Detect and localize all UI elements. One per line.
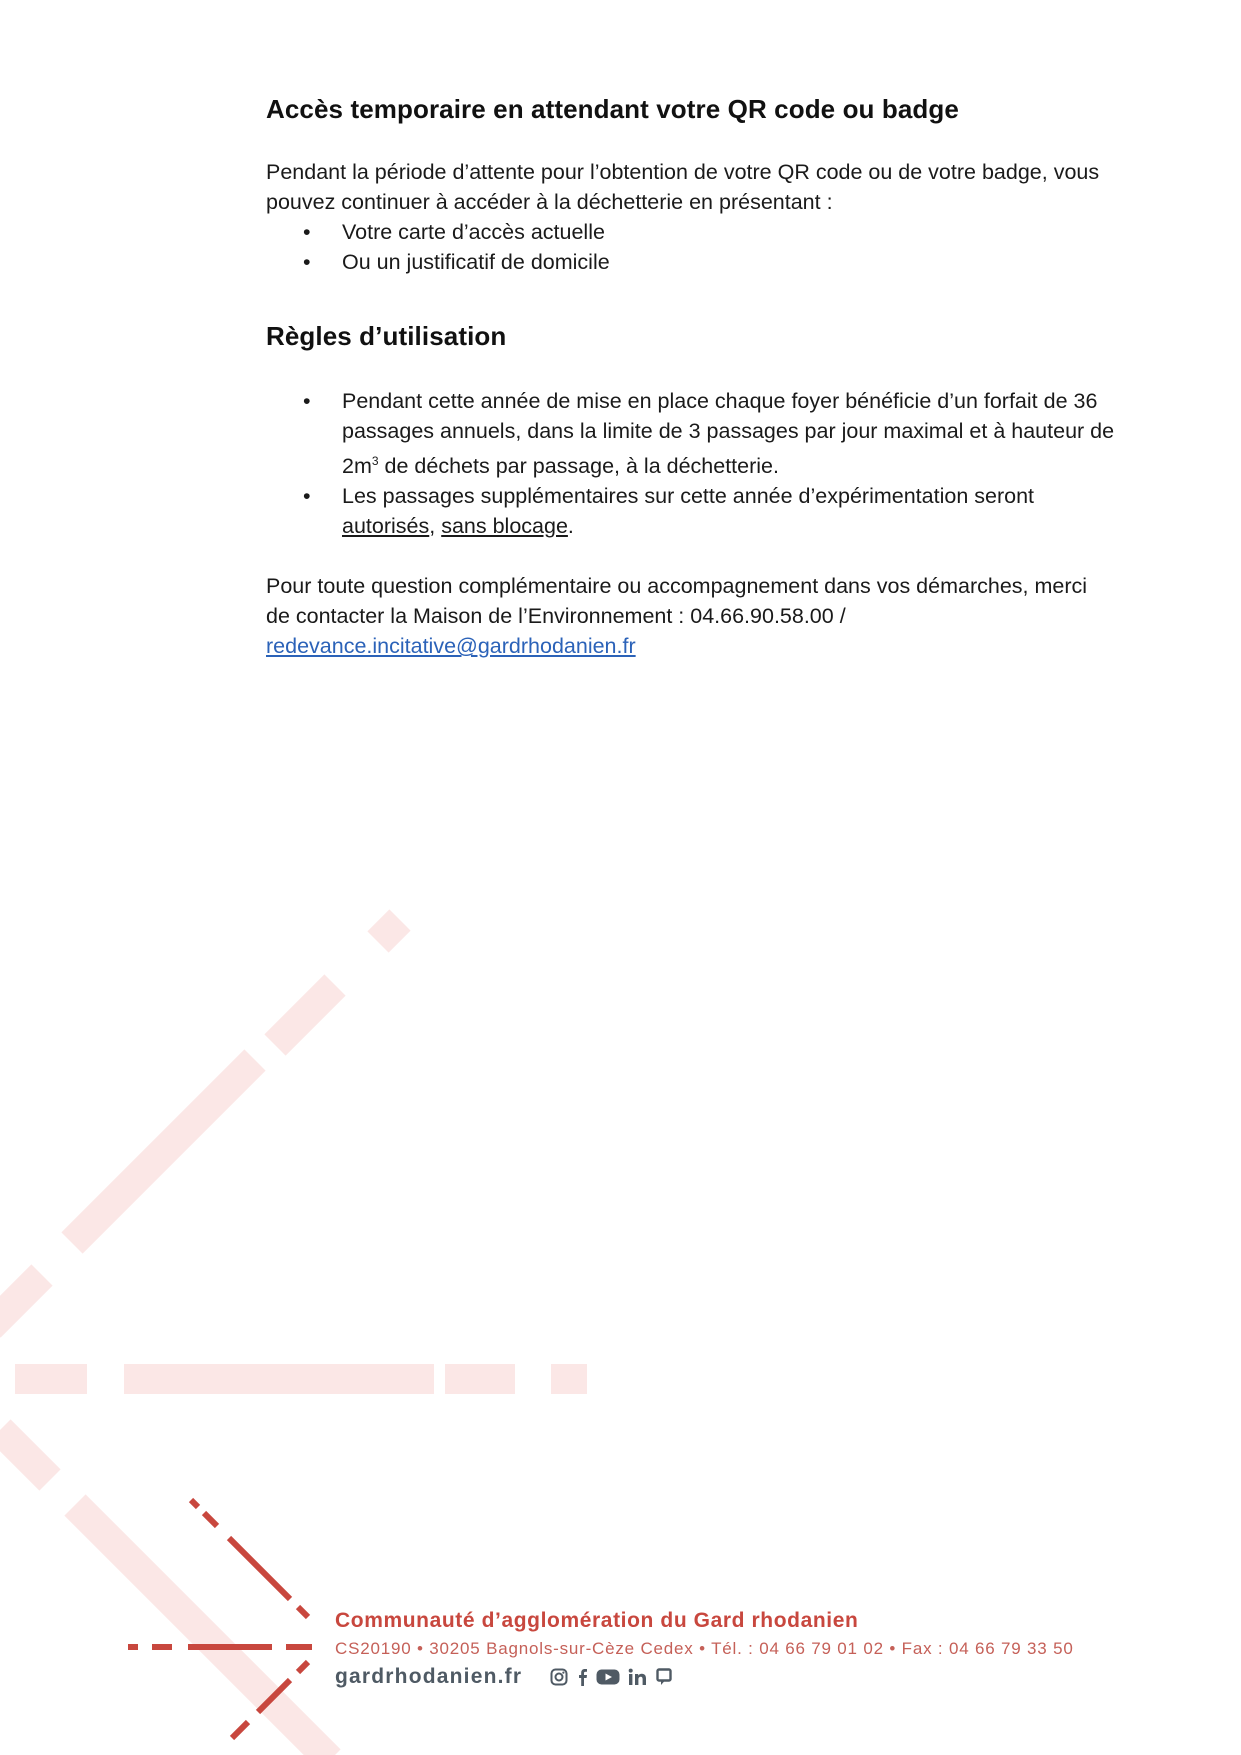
bullet-icon: •	[303, 250, 311, 274]
main-content	[266, 88, 1116, 661]
footer-organization: Communauté d’agglomération du Gard rhodanien	[335, 1609, 859, 1632]
facebook-icon[interactable]	[576, 1668, 588, 1686]
intro-paragraph: Pendant la période d’attente pour l’obtention de votre QR code ou de votre badge, vous pouvez continuer à accéder à la déchetterie en présentant :	[266, 160, 1100, 214]
email-link[interactable]: redevance.incitative@gardrhodanien.fr	[266, 634, 636, 659]
list-item: • Les passages supplémentaires sur cette année d’expérimentation seront autorisés, sans blocage.	[266, 481, 1116, 541]
temporary-access-list	[266, 217, 1116, 277]
list-item: • Ou un justificatif de domicile	[266, 247, 1116, 277]
youtube-icon[interactable]	[596, 1668, 620, 1686]
list-item: • Votre carte d’accès actuelle	[266, 217, 1116, 247]
underlined-text: sans blocage	[441, 514, 568, 539]
superscript: 3	[371, 454, 379, 468]
heading-temporary-access: Accès temporaire en attendant votre QR code ou badge	[266, 94, 959, 124]
chat-icon[interactable]	[656, 1668, 672, 1686]
heading-rules: Règles d’utilisation	[266, 321, 507, 351]
underlined-text: autorisés	[342, 514, 430, 539]
footer-row	[335, 1665, 1074, 1689]
social-links	[550, 1668, 672, 1686]
list-item: • Pendant cette année de mise en place chaque foyer bénéficie d’un forfait de 36 passages annuels, dans la limite de 3 passages par jour maximal et à hauteur de $2m^3$ de déchets par passage, à la déchetterie.	[266, 386, 1116, 481]
bullet-icon: •	[303, 389, 311, 413]
footer	[335, 1609, 1074, 1689]
footer-address: CS20190 • 30205 Bagnols-sur-Cèze Cedex • Tél. : 04 66 79 01 02 • Fax : 04 66 79 33 50	[335, 1639, 1074, 1658]
bullet-icon: •	[303, 220, 311, 244]
instagram-icon[interactable]	[550, 1668, 568, 1686]
website-link[interactable]: gardrhodanien.fr	[335, 1665, 523, 1688]
rules-list	[266, 386, 1116, 541]
linkedin-icon[interactable]	[628, 1668, 648, 1686]
bullet-icon: •	[303, 484, 311, 509]
contact-paragraph: Pour toute question complémentaire ou accompagnement dans vos démarches, merci de contacter la Maison de l’Environnement : 04.66.90.58.00 / redevance.incitative@gardrhodanien.fr	[266, 574, 1088, 659]
